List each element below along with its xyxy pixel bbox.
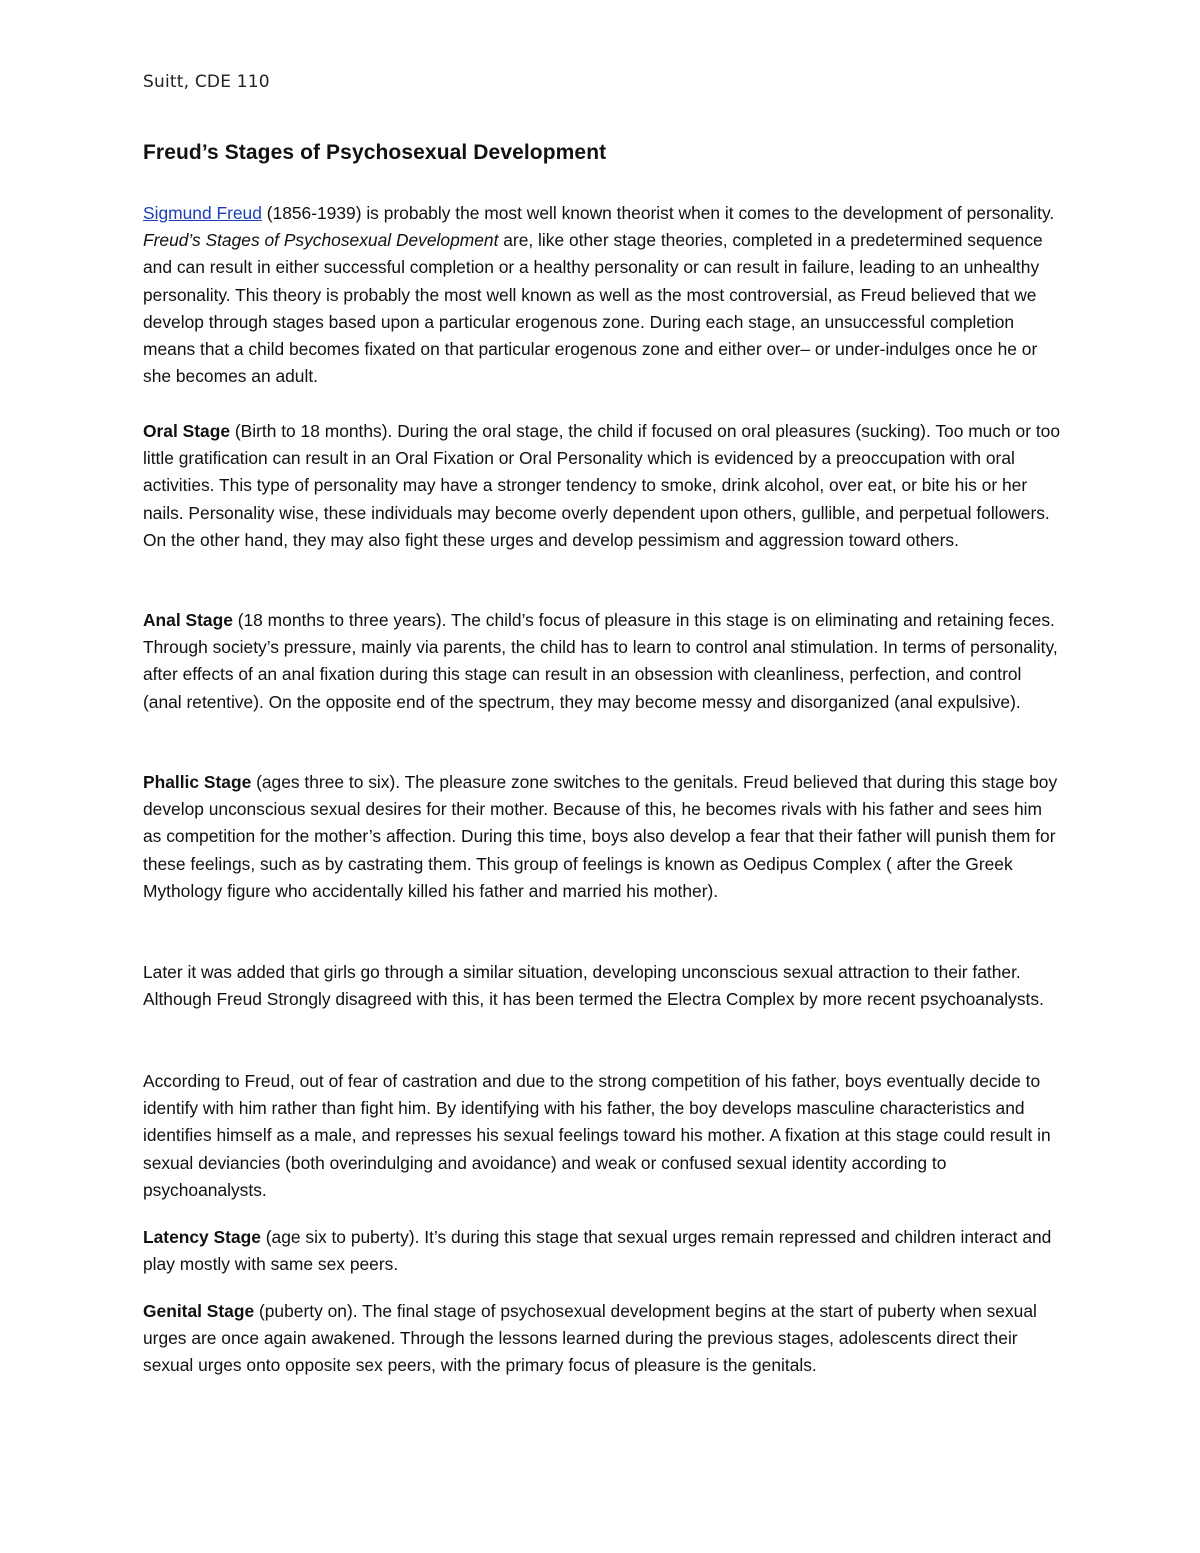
intro-italic-title: Freud’s Stages of Psychosexual Development (143, 230, 499, 251)
intro-text-2: are, like other stage theories, completed in a predetermined sequence and can result in either successful completion or a healthy personality or can result in failure, leading to an unhealthy personality. This theory is probably the most well known as well as the most controversial, as Freud believed that we develop through stages based upon a particular erogenous zone. During each stage, an unsuccessful completion means that a child becomes fixated on that particular erogenous zone and either over– or under-indulges once he or she becomes an adult. (143, 230, 1043, 387)
oral-stage-text: (Birth to 18 months). During the oral stage, the child if focused on oral pleasures (sucking). Too much or too little gratification can result in an Oral Fixation or Oral Personality which is evidenced by a preoccupation with oral activities. This type of personality may have a stronger tendency to smoke, drink alcohol, over eat, or bite his or her nails. Personality wise, these individuals may become overly dependent upon others, gullible, and perpetual followers. On the other hand, they may also fight these urges and develop pessimism and aggression toward others. (143, 421, 1061, 550)
phallic-stage-paragraph (143, 769, 1063, 905)
latency-stage-text: (age six to puberty). It’s during this stage that sexual urges remain repressed and children interact and play mostly with same sex peers. (143, 1227, 1052, 1275)
anal-stage-text: (18 months to three years). The child’s focus of pleasure in this stage is on eliminating and retaining feces. Through society’s pressure, mainly via parents, the child has to learn to control anal stimulation. In terms of personality, after effects of an anal fixation during this stage can result in an obsession with cleanliness, perfection, and control (anal retentive). On the opposite end of the spectrum, they may become messy and disorganized (anal expulsive). (143, 610, 1058, 712)
oral-stage-paragraph (143, 418, 1063, 554)
latency-stage-paragraph (143, 1224, 1063, 1278)
intro-paragraph (143, 200, 1063, 390)
sigmund-freud-link[interactable]: Sigmund Freud (143, 203, 262, 223)
genital-stage-text: (puberty on). The final stage of psychosexual development begins at the start of puberty when sexual urges are once again awakened. Through the lessons learned during the previous stages, adolescents direct their sexual urges onto opposite sex peers, with the primary focus of pleasure is the genitals. (143, 1301, 1037, 1376)
latency-stage-heading: Latency Stage (143, 1227, 261, 1247)
page-header: Suitt, CDE 110 (143, 72, 270, 92)
anal-stage-heading: Anal Stage (143, 610, 233, 630)
genital-stage-paragraph (143, 1298, 1063, 1380)
anal-stage-paragraph (143, 607, 1063, 716)
electra-complex-paragraph: Later it was added that girls go through a similar situation, developing unconscious sexual attraction to their father. Although Freud Strongly disagreed with this, it has been termed the Electra Complex by more recent psychoanalysts. (143, 962, 1044, 1010)
genital-stage-heading: Genital Stage (143, 1301, 255, 1321)
document-title: Freud’s Stages of Psychosexual Development (143, 141, 607, 164)
oral-stage-heading: Oral Stage (143, 421, 230, 441)
phallic-stage-heading: Phallic Stage (143, 772, 252, 792)
castration-paragraph: According to Freud, out of fear of castration and due to the strong competition of his father, boys eventually decide to identify with him rather than fight him. By identifying with his father, the boy develops masculine characteristics and identifies himself as a male, and represses his sexual feelings toward his mother. A fixation at this stage could result in sexual deviancies (both overindulging and avoidance) and weak or confused sexual identity according to psychoanalysts. (143, 1071, 1051, 1200)
phallic-stage-text: (ages three to six). The pleasure zone switches to the genitals. Freud believed that during this stage boy develop unconscious sexual desires for their mother. Because of this, he becomes rivals with his father and sees him as competition for the mother’s affection. During this time, boys also develop a fear that their father will punish them for these feelings, such as by castrating them. This group of feelings is known as Oedipus Complex ( after the Greek Mythology figure who accidentally killed his father and married his mother). (143, 772, 1058, 901)
intro-text-1: (1856-1939) is probably the most well known theorist when it comes to the development of personality. (261, 203, 1055, 223)
